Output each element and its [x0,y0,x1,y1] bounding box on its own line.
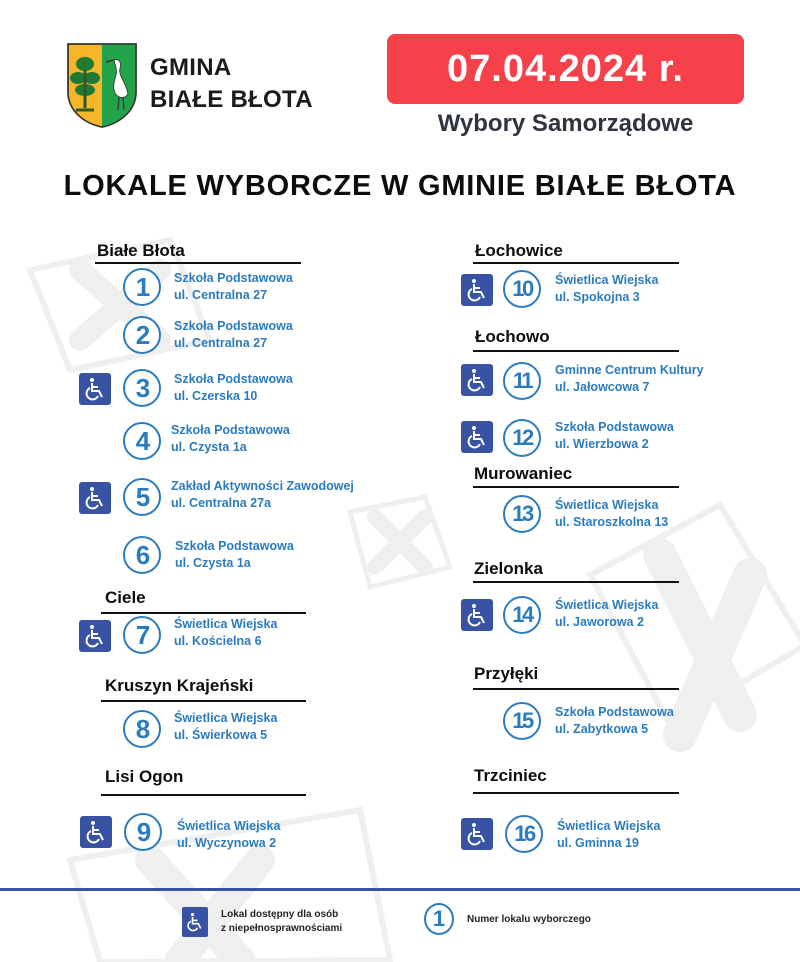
station-description [174,710,277,744]
station-address: ul. Kościelna 6 [174,634,262,648]
station-address: ul. Jaworowa 2 [555,615,644,629]
station-number-badge: 14 [503,596,541,634]
station-name: Szkoła Podstawowa [555,420,674,434]
station-number-badge: 3 [123,369,161,407]
legend-number-label: Numer lokalu wyborczego [467,914,591,925]
station-address: ul. Gminna 19 [557,836,639,850]
station-address: ul. Czerska 10 [174,389,258,403]
station-name: Szkoła Podstawowa [171,423,290,437]
station-name: Szkoła Podstawowa [174,271,293,285]
group-heading-murowaniec: Murowaniec [474,464,573,483]
legend-wheelchair-icon [182,907,208,937]
station-name: Zakład Aktywności Zawodowej [171,479,354,493]
station-number-badge: 7 [123,616,161,654]
station-description [555,497,668,531]
station-description [174,270,293,304]
watermark-ballot-mid [345,492,455,592]
station-name: Szkoła Podstawowa [175,539,294,553]
group-divider [473,792,679,794]
station-address: ul. Świerkowa 5 [174,728,268,742]
wheelchair-accessible-icon [461,274,493,306]
station-name: Świetlica Wiejska [174,617,278,631]
station-name: Szkoła Podstawowa [174,372,293,386]
wheelchair-accessible-icon [461,421,493,453]
station-number-badge: 4 [123,422,161,460]
coat-of-arms-logo [66,42,138,128]
station-name: Świetlica Wiejska [555,498,659,512]
station-address: ul. Staroszkolna 13 [555,515,669,529]
station-address: ul. Czysta 1a [175,556,251,570]
group-divider [101,612,306,614]
wheelchair-accessible-icon [80,816,112,848]
group-divider [101,700,306,702]
station-number-badge: 13 [503,495,541,533]
group-heading-lisi-ogon: Lisi Ogon [105,767,184,786]
logo-line-1: GMINA [150,54,232,81]
station-address: ul. Jałowcowa 7 [555,380,650,394]
station-name: Świetlica Wiejska [555,598,659,612]
station-address: ul. Wierzbowa 2 [555,437,649,451]
station-name: Szkoła Podstawowa [555,705,674,719]
legend-accessible-line-1: Lokal dostępny dla osób [221,909,339,920]
group-heading-kruszyn-krajenski: Kruszyn Krajeński [105,676,254,695]
station-description [555,272,658,306]
station-number-badge: 9 [124,813,162,851]
station-name: Szkoła Podstawowa [174,319,293,333]
group-divider [473,581,679,583]
group-divider [473,350,679,352]
wheelchair-accessible-icon [461,818,493,850]
station-address: ul. Wyczynowa 2 [177,836,277,850]
legend-accessible-label [221,908,342,936]
station-address: ul. Zabytkowa 5 [555,722,649,736]
group-heading-przyleki: Przyłęki [474,664,539,683]
group-divider [473,262,679,264]
station-number-badge: 10 [503,270,541,308]
station-description [555,362,704,396]
station-description [174,616,277,650]
municipality-name [150,52,313,116]
station-name: Świetlica Wiejska [555,273,659,287]
wheelchair-accessible-icon [461,599,493,631]
station-address: ul. Czysta 1a [171,440,247,454]
station-number-badge: 16 [505,815,543,853]
group-heading-lochowo: Łochowo [475,327,550,346]
station-description [557,818,660,852]
station-number-badge: 15 [503,702,541,740]
station-description [174,318,293,352]
station-address: ul. Centralna 27 [174,336,268,350]
station-address: ul. Centralna 27 [174,288,268,302]
station-description [171,422,290,456]
station-number-badge: 12 [503,419,541,457]
group-heading-lochowice: Łochowice [475,241,563,260]
group-divider [473,486,679,488]
station-description [555,704,674,738]
group-divider [95,262,301,264]
election-date: 07.04.2024 r. [447,47,684,90]
station-address: ul. Centralna 27a [171,496,272,510]
station-number-badge: 6 [123,536,161,574]
station-name: Świetlica Wiejska [177,819,281,833]
footer-divider [0,888,800,891]
group-heading-ciele: Ciele [105,588,146,607]
logo-line-2: BIAŁE BŁOTA [150,86,313,113]
wheelchair-accessible-icon [461,364,493,396]
station-description [177,818,280,852]
page-title: LOKALE WYBORCZE W GMINIE BIAŁE BŁOTA [63,170,737,202]
station-description [174,371,293,405]
group-heading-biale-blota: Białe Błota [97,241,185,260]
election-date-banner [387,34,744,104]
station-name: Świetlica Wiejska [557,819,661,833]
station-name: Świetlica Wiejska [174,711,278,725]
station-number-badge: 1 [123,268,161,306]
station-description [175,538,294,572]
station-description [171,478,354,512]
station-address: ul. Spokojna 3 [555,290,640,304]
station-description [555,419,674,453]
station-number-badge: 8 [123,710,161,748]
station-number-badge: 5 [123,478,161,516]
station-number-badge: 11 [503,362,541,400]
group-divider [101,794,306,796]
station-description [555,597,658,631]
legend-accessible-line-2: z niepełnosprawnościami [221,923,343,934]
legend-number-badge: 1 [424,903,454,935]
wheelchair-accessible-icon [79,373,111,405]
station-name: Gminne Centrum Kultury [555,363,704,377]
group-heading-zielonka: Zielonka [474,559,543,578]
group-heading-trzciniec: Trzciniec [474,766,547,785]
wheelchair-accessible-icon [79,482,111,514]
wheelchair-accessible-icon [79,620,111,652]
group-divider [473,688,679,690]
station-number-badge: 2 [123,316,161,354]
election-subtitle: Wybory Samorządowe [437,110,694,137]
